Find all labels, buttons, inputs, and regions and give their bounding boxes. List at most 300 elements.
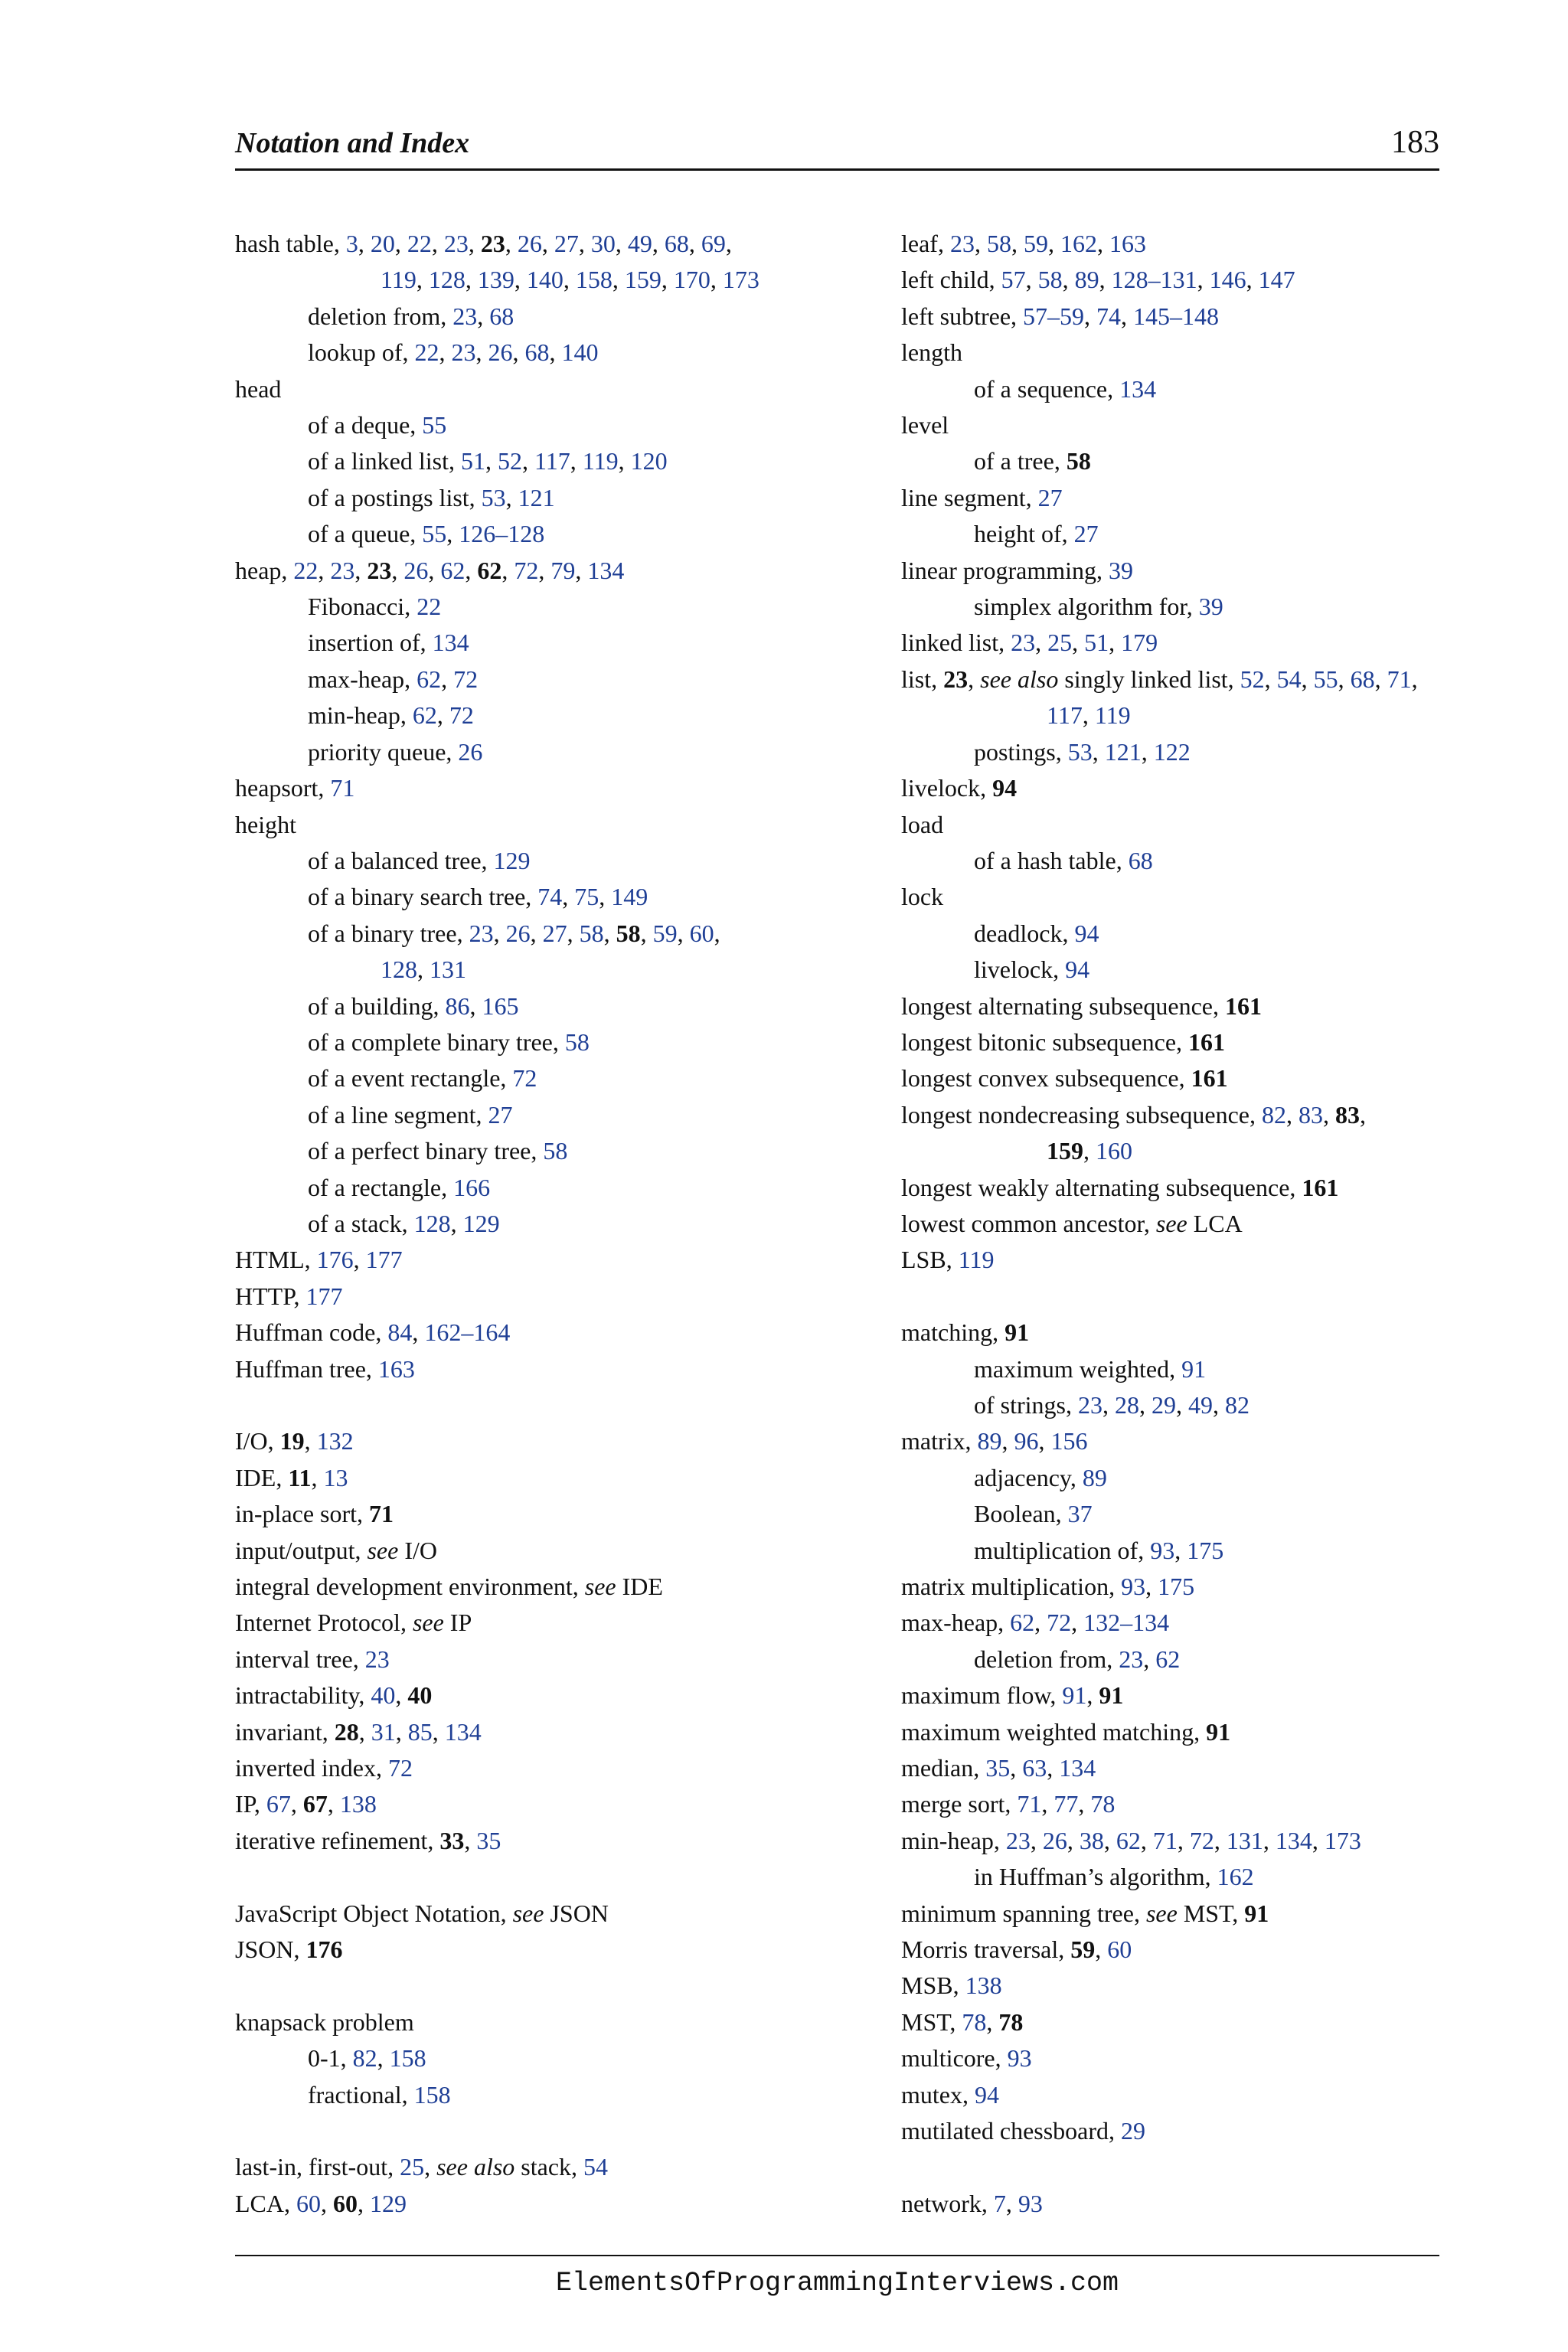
index-entry — [235, 262, 832, 298]
page-ref-link[interactable]: 68 — [1128, 846, 1153, 874]
page-ref-link[interactable]: 162 — [1217, 1863, 1254, 1891]
entry-text: , — [1034, 1609, 1047, 1637]
page-ref-link[interactable]: 25 — [1047, 629, 1073, 657]
page-ref-link[interactable]: 173 — [1324, 1826, 1361, 1854]
page-ref-link[interactable]: 72 — [512, 1064, 537, 1093]
page-ref-link[interactable]: 175 — [1158, 1573, 1195, 1601]
index-entry — [901, 1569, 1498, 1605]
page-ref-link[interactable]: 134 — [587, 556, 625, 584]
index-entry — [235, 1206, 832, 1242]
entry-text: , — [416, 266, 429, 294]
page-ref-link[interactable]: 82 — [1261, 1100, 1286, 1129]
page-ref-link[interactable]: 132–134 — [1083, 1609, 1170, 1637]
page-ref-link[interactable]: 79 — [550, 556, 576, 584]
page-ref-link[interactable]: 74 — [537, 883, 563, 911]
entry-text: , — [1001, 1427, 1014, 1455]
page-ref-link[interactable]: 134 — [1275, 1826, 1312, 1854]
page-ref-link[interactable]: 62 — [1010, 1609, 1035, 1637]
page-ref-link[interactable]: 58 — [986, 230, 1011, 257]
index-entry — [235, 1315, 832, 1351]
page-ref-link[interactable]: 82 — [352, 2044, 377, 2073]
page-ref-link[interactable]: 3 — [345, 230, 358, 257]
page-ref-link[interactable]: 132 — [316, 1427, 354, 1455]
page-ref-link[interactable]: 59 — [1023, 230, 1048, 257]
page-ref-link[interactable]: 29 — [1152, 1390, 1176, 1419]
page-ref-primary: 161 — [1188, 1027, 1226, 1056]
entry-text: , — [541, 230, 554, 257]
index-entry — [235, 1786, 832, 1822]
entry-text: invariant, — [235, 1717, 335, 1746]
page-ref-link[interactable]: 72 — [1189, 1826, 1214, 1854]
page-ref-link[interactable]: 55 — [422, 411, 447, 439]
entry-text: , — [505, 483, 518, 511]
entry-text: , — [974, 230, 987, 257]
page-ref-link[interactable]: 134 — [444, 1717, 482, 1746]
entry-text: , — [1140, 1826, 1153, 1854]
page-ref-link[interactable]: 128 — [428, 266, 466, 294]
page-ref-link[interactable]: 177 — [305, 1282, 343, 1310]
index-entry — [901, 916, 1498, 952]
page-ref-link[interactable]: 23 — [469, 919, 494, 947]
entry-text: , — [439, 338, 452, 367]
index-entry — [901, 1242, 1498, 1278]
index-entry — [901, 589, 1498, 625]
page-ref-link[interactable]: 93 — [1018, 2189, 1043, 2217]
entry-text: , — [1121, 302, 1134, 330]
page-ref-link[interactable]: 57 — [1001, 266, 1026, 294]
entry-text: deletion from, — [974, 1645, 1119, 1673]
page-ref-link[interactable]: 72 — [387, 1754, 413, 1782]
page-ref-link[interactable]: 119 — [381, 266, 416, 294]
page-ref-link[interactable]: 71 — [1387, 665, 1412, 693]
entry-text: IP — [443, 1609, 472, 1637]
entry-text: lookup of, — [308, 338, 415, 367]
page-ref-link[interactable]: 58 — [564, 1027, 590, 1056]
page-ref-link[interactable]: 71 — [1017, 1790, 1042, 1818]
entry-text: , — [562, 883, 575, 911]
index-entry — [235, 1932, 832, 1968]
entry-text: of a event rectangle, — [308, 1064, 513, 1093]
entry-text: matrix multiplication, — [901, 1573, 1122, 1601]
page-ref-link[interactable]: 49 — [627, 230, 652, 257]
page-ref-link[interactable]: 57–59 — [1023, 302, 1085, 330]
entry-text: hash table, — [235, 230, 346, 257]
page-ref-link[interactable]: 156 — [1050, 1427, 1088, 1455]
page-ref-link[interactable]: 145–148 — [1133, 302, 1220, 330]
page-ref-link[interactable]: 84 — [387, 1318, 413, 1347]
see-reference: see — [367, 1536, 399, 1564]
page-ref-link[interactable]: 179 — [1121, 629, 1158, 657]
page-ref-link[interactable]: 27 — [488, 1100, 513, 1129]
page-ref-link[interactable]: 25 — [400, 2153, 425, 2181]
page-ref-link[interactable]: 22 — [293, 556, 318, 584]
page-ref-link[interactable]: 13 — [323, 1463, 348, 1491]
entry-text: mutex, — [901, 2080, 975, 2109]
entry-text: heap, — [235, 556, 294, 584]
entry-text: , — [450, 1209, 463, 1237]
page-ref-link[interactable]: 58 — [543, 1137, 568, 1165]
page-ref-link[interactable]: 128 — [413, 1209, 451, 1237]
entry-text: length — [901, 338, 962, 367]
page-ref-link[interactable]: 51 — [1084, 629, 1109, 657]
page-ref-link[interactable]: 62 — [416, 665, 442, 693]
page-ref-link[interactable]: 129 — [370, 2189, 407, 2217]
page-ref-link[interactable]: 122 — [1153, 737, 1191, 766]
page-ref-link[interactable]: 160 — [1096, 1137, 1132, 1165]
page-ref-link[interactable]: 158 — [413, 2080, 451, 2109]
page-ref-link[interactable]: 67 — [266, 1790, 291, 1818]
page-ref-link[interactable]: 72 — [1047, 1609, 1072, 1637]
page-ref-link[interactable]: 49 — [1188, 1390, 1213, 1419]
page-ref-primary: 83 — [1334, 1100, 1360, 1129]
index-entry — [235, 916, 832, 952]
entry-text: maximum flow, — [901, 1681, 1063, 1710]
page-ref-link[interactable]: 91 — [1181, 1354, 1207, 1383]
entry-text: , — [563, 266, 576, 294]
page-ref-link[interactable]: 22 — [416, 593, 442, 621]
page-ref-link[interactable]: 96 — [1014, 1427, 1039, 1455]
page-ref-link[interactable]: 23 — [1119, 1645, 1144, 1673]
page-ref-link[interactable]: 23 — [451, 338, 476, 367]
page-ref-link[interactable]: 39 — [1109, 556, 1134, 584]
see-reference: see also — [980, 665, 1059, 693]
page-ref-link[interactable]: 176 — [316, 1246, 354, 1274]
page-ref-link[interactable]: 58 — [1037, 266, 1063, 294]
page-ref-link[interactable]: 59 — [652, 919, 678, 947]
entry-text: , — [428, 556, 441, 584]
page-ref-link[interactable]: 20 — [370, 230, 395, 257]
page-ref-link[interactable]: 62 — [412, 701, 437, 730]
page-ref-link[interactable]: 62 — [440, 556, 466, 584]
page-ref-link[interactable]: 75 — [574, 883, 599, 911]
page-ref-link[interactable]: 53 — [1067, 737, 1093, 766]
page-ref-link[interactable]: 60 — [1107, 1936, 1132, 1964]
entry-text: , — [1322, 1100, 1335, 1129]
page-ref-primary: 59 — [1070, 1936, 1096, 1964]
entry-text: , — [1141, 737, 1154, 766]
entry-text: , — [578, 230, 591, 257]
index-entry — [901, 371, 1498, 407]
page-ref-link[interactable]: 54 — [1276, 665, 1302, 693]
entry-text: network, — [901, 2189, 994, 2217]
index-entry — [235, 2149, 832, 2185]
page-ref-link[interactable]: 93 — [1150, 1536, 1175, 1564]
see-reference: see also — [436, 2153, 515, 2181]
page-ref-link[interactable]: 23 — [1005, 1826, 1031, 1854]
page-ref-link[interactable]: 26 — [403, 556, 429, 584]
page-ref-link[interactable]: 78 — [1090, 1790, 1116, 1818]
entry-text: , — [1099, 266, 1112, 294]
page-ref-link[interactable]: 53 — [481, 483, 506, 511]
entry-text: leaf, — [901, 230, 950, 257]
index-entry — [901, 1533, 1498, 1569]
entry-text: Huffman code, — [235, 1318, 388, 1347]
page-ref-link[interactable]: 93 — [1007, 2044, 1032, 2073]
index-entry — [235, 625, 832, 661]
entry-text: of a queue, — [308, 520, 423, 548]
index-entry — [901, 879, 1498, 915]
page-ref-link[interactable]: 93 — [1121, 1573, 1146, 1601]
page-ref-link[interactable]: 89 — [1074, 266, 1099, 294]
page-ref-link[interactable]: 170 — [673, 266, 710, 294]
page-ref-link[interactable]: 139 — [477, 266, 514, 294]
index-entry — [901, 1823, 1498, 1859]
page-ref-link[interactable]: 30 — [590, 230, 616, 257]
page-ref-link[interactable]: 62 — [1155, 1645, 1181, 1673]
page-ref-link[interactable]: 23 — [949, 230, 975, 257]
index-entry — [235, 988, 832, 1024]
page-ref-link[interactable]: 26 — [1042, 1826, 1067, 1854]
entry-text: of a binary tree, — [308, 919, 469, 947]
entry-text: max-heap, — [308, 665, 417, 693]
page-ref-link[interactable]: 55 — [1313, 665, 1338, 693]
entry-text: , — [612, 266, 625, 294]
page-ref-link[interactable]: 37 — [1067, 1500, 1093, 1528]
entry-text: , — [1096, 230, 1109, 257]
page-ref-link[interactable]: 89 — [977, 1427, 1002, 1455]
page-ref-link[interactable]: 23 — [364, 1645, 390, 1673]
page-ref-link[interactable]: 162–164 — [424, 1318, 511, 1347]
entry-text: , — [1143, 1645, 1156, 1673]
page-ref-link[interactable]: 60 — [296, 2189, 321, 2217]
page-ref-primary: 62 — [477, 556, 502, 584]
page-ref-link[interactable]: 23 — [330, 556, 355, 584]
page-ref-link[interactable]: 173 — [722, 266, 760, 294]
entry-text: , — [477, 302, 490, 330]
entry-text: , — [1071, 1609, 1084, 1637]
page-ref-link[interactable]: 147 — [1258, 266, 1295, 294]
page-ref-link[interactable]: 128–131 — [1111, 266, 1197, 294]
entry-text: of a hash table, — [974, 846, 1129, 874]
index-entry — [901, 1170, 1498, 1206]
page-ref-link[interactable]: 62 — [1116, 1826, 1141, 1854]
page-ref-link[interactable]: 28 — [1115, 1390, 1139, 1419]
page-ref-link[interactable]: 85 — [407, 1717, 433, 1746]
page-ref-link[interactable]: 69 — [701, 230, 726, 257]
page-ref-link[interactable]: 68 — [524, 338, 550, 367]
entry-text: , — [1213, 1390, 1225, 1419]
index-entry — [901, 734, 1498, 770]
entry-text: deletion from, — [308, 302, 453, 330]
entry-text: , — [311, 1463, 324, 1491]
page-ref-link[interactable]: 134 — [432, 629, 469, 657]
index-entry — [901, 1423, 1498, 1459]
page-ref-link[interactable]: 35 — [476, 1826, 501, 1854]
page-ref-link[interactable]: 23 — [1078, 1390, 1102, 1419]
page-ref-link[interactable]: 94 — [1074, 919, 1099, 947]
page-ref-link[interactable]: 138 — [339, 1790, 377, 1818]
page-ref-link[interactable]: 121 — [518, 483, 555, 511]
entry-text: , — [354, 556, 368, 584]
page-ref-link[interactable]: 119 — [582, 447, 619, 475]
page-ref-link[interactable]: 52 — [1240, 665, 1265, 693]
page-ref-link[interactable]: 158 — [389, 2044, 426, 2073]
entry-text: last-in, first-out, — [235, 2153, 400, 2181]
page-ref-primary: 40 — [407, 1681, 433, 1710]
page-ref-link[interactable]: 94 — [974, 2080, 999, 2109]
page-ref-link[interactable]: 131 — [1226, 1826, 1263, 1854]
page-ref-link[interactable]: 129 — [462, 1209, 500, 1237]
page-ref-link[interactable]: 71 — [330, 774, 355, 802]
entry-text: level — [901, 411, 949, 439]
index-entry — [901, 2113, 1498, 2149]
page-ref-link[interactable]: 140 — [561, 338, 599, 367]
page-ref-link[interactable]: 7 — [993, 2189, 1006, 2217]
entry-text: MST, — [901, 2007, 962, 2036]
entry-text: , — [417, 956, 430, 984]
page-ref-link[interactable]: 35 — [985, 1754, 1011, 1782]
entry-text: , — [1197, 266, 1210, 294]
index-entry — [235, 1351, 832, 1387]
page-ref-link[interactable]: 146 — [1209, 266, 1246, 294]
page-ref-link[interactable]: 27 — [1037, 483, 1063, 511]
entry-text: deadlock, — [974, 919, 1075, 947]
page-ref-link[interactable]: 40 — [371, 1681, 396, 1710]
page-ref-link[interactable]: 163 — [377, 1354, 415, 1383]
page-ref-link[interactable]: 23 — [1011, 629, 1036, 657]
page-ref-link[interactable]: 175 — [1187, 1536, 1224, 1564]
page-ref-link[interactable]: 26 — [458, 737, 483, 766]
page-ref-link[interactable]: 158 — [575, 266, 612, 294]
entry-text: , — [968, 665, 981, 693]
page-ref-link[interactable]: 51 — [460, 447, 485, 475]
entry-text: linear programming, — [901, 556, 1109, 584]
entry-text: IDE, — [235, 1463, 289, 1491]
page-ref-link[interactable]: 68 — [664, 230, 689, 257]
page-ref-link[interactable]: 119 — [958, 1246, 995, 1274]
entry-text: in Huffman’s algorithm, — [974, 1863, 1217, 1891]
page-ref-link[interactable]: 94 — [1065, 956, 1090, 984]
index-entry — [235, 952, 832, 988]
index-entry — [235, 407, 832, 443]
entry-text: , — [1359, 1100, 1366, 1129]
index-entry — [901, 1133, 1498, 1169]
entry-text: , — [710, 266, 723, 294]
index-entry — [235, 879, 832, 915]
page-ref-link[interactable]: 26 — [505, 919, 531, 947]
page-ref-link[interactable]: 27 — [554, 230, 579, 257]
page-ref-link[interactable]: 128 — [381, 956, 417, 984]
page-ref-link[interactable]: 91 — [1062, 1681, 1087, 1710]
entry-text: merge sort, — [901, 1790, 1018, 1818]
page-ref-link[interactable]: 22 — [407, 230, 432, 257]
page-ref-link[interactable]: 165 — [482, 991, 519, 1020]
page-ref-link[interactable]: 39 — [1198, 593, 1223, 621]
entry-text: , — [431, 230, 444, 257]
page-ref-link[interactable]: 27 — [1073, 520, 1099, 548]
index-entry — [901, 662, 1498, 697]
index-entry — [235, 1533, 832, 1569]
page-ref-link[interactable]: 129 — [493, 846, 531, 874]
page-ref-link[interactable]: 54 — [583, 2153, 609, 2181]
index-entry — [235, 1460, 832, 1496]
page-ref-primary: 94 — [992, 774, 1018, 802]
entry-text: longest weakly alternating subsequence, — [901, 1173, 1302, 1201]
page-ref-link[interactable]: 121 — [1104, 737, 1142, 766]
page-ref-link[interactable]: 134 — [1119, 374, 1157, 403]
page-ref-link[interactable]: 140 — [526, 266, 564, 294]
page-ref-primary: 23 — [480, 230, 505, 257]
entry-text: , — [1263, 1826, 1276, 1854]
entry-text: , — [436, 701, 449, 730]
page-ref-link[interactable]: 119 — [1094, 701, 1131, 730]
page-ref-link[interactable]: 72 — [453, 665, 479, 693]
entry-text: maximum weighted, — [974, 1354, 1182, 1383]
page-ref-link[interactable]: 159 — [624, 266, 662, 294]
page-ref-link[interactable]: 77 — [1054, 1790, 1079, 1818]
index-entry — [235, 2186, 832, 2222]
page-ref-link[interactable]: 22 — [414, 338, 439, 367]
index-entry — [235, 1642, 832, 1677]
entry-text: of a sequence, — [974, 374, 1120, 403]
index-entry — [901, 1496, 1498, 1532]
page-ref-link[interactable]: 117 — [1047, 701, 1083, 730]
entry-text: , — [512, 338, 525, 367]
entry-text: I/O, — [235, 1427, 280, 1455]
page-ref-link[interactable]: 71 — [1152, 1826, 1178, 1854]
page-ref-link[interactable]: 72 — [514, 556, 539, 584]
page-ref-link[interactable]: 29 — [1121, 2117, 1146, 2145]
entry-text: , — [395, 1717, 408, 1746]
entry-text: , — [432, 1717, 445, 1746]
page-ref-link[interactable]: 89 — [1082, 1463, 1107, 1491]
see-reference: see — [1145, 1899, 1178, 1927]
page-ref-link[interactable]: 149 — [611, 883, 648, 911]
page-ref-link[interactable]: 63 — [1022, 1754, 1047, 1782]
page-ref-link[interactable]: 117 — [534, 447, 570, 475]
page-ref-link[interactable]: 134 — [1059, 1754, 1096, 1782]
page-ref-link[interactable]: 126–128 — [459, 520, 545, 548]
page-ref-link[interactable]: 72 — [449, 701, 474, 730]
page-ref-primary: 91 — [1206, 1717, 1231, 1746]
page-ref-link[interactable]: 68 — [489, 302, 514, 330]
page-ref-link[interactable]: 177 — [365, 1246, 403, 1274]
page-ref-link[interactable]: 74 — [1096, 302, 1122, 330]
page-ref-link[interactable]: 27 — [542, 919, 567, 947]
entry-text: left subtree, — [901, 302, 1024, 330]
page-ref-link[interactable]: 55 — [422, 520, 447, 548]
page-ref-link[interactable]: 166 — [453, 1173, 491, 1201]
index-entry — [235, 1170, 832, 1206]
page-ref-link[interactable]: 31 — [371, 1717, 396, 1746]
page-ref-link[interactable]: 23 — [443, 230, 469, 257]
page-ref-link[interactable]: 26 — [488, 338, 513, 367]
page-ref-link[interactable]: 78 — [962, 2007, 987, 2036]
entry-text: , — [468, 230, 481, 257]
page-ref-link[interactable]: 23 — [452, 302, 478, 330]
page-ref-link[interactable]: 83 — [1298, 1100, 1323, 1129]
page-ref-link[interactable]: 120 — [630, 447, 668, 475]
page-ref-link[interactable]: 163 — [1109, 230, 1146, 257]
page-ref-link[interactable]: 26 — [517, 230, 542, 257]
page-ref-link[interactable]: 82 — [1225, 1390, 1250, 1419]
page-ref-link[interactable]: 68 — [1350, 665, 1375, 693]
entry-text: postings, — [974, 737, 1068, 766]
index-entry — [901, 1315, 1498, 1351]
entry-text: height — [235, 810, 296, 838]
page-ref-link[interactable]: 52 — [497, 447, 522, 475]
page-ref-link[interactable]: 38 — [1079, 1826, 1104, 1854]
entry-text: stack, — [514, 2153, 584, 2181]
page-ref-link[interactable]: 162 — [1060, 230, 1097, 257]
page-ref-link[interactable]: 138 — [965, 1971, 1002, 2000]
page-ref-link[interactable]: 60 — [689, 919, 714, 947]
page-ref-link[interactable]: 86 — [445, 991, 470, 1020]
entry-text: , — [1374, 665, 1387, 693]
entry-text: JavaScript Object Notation, — [235, 1899, 513, 1927]
page-ref-link[interactable]: 58 — [579, 919, 604, 947]
page-ref-link[interactable]: 131 — [430, 956, 466, 984]
